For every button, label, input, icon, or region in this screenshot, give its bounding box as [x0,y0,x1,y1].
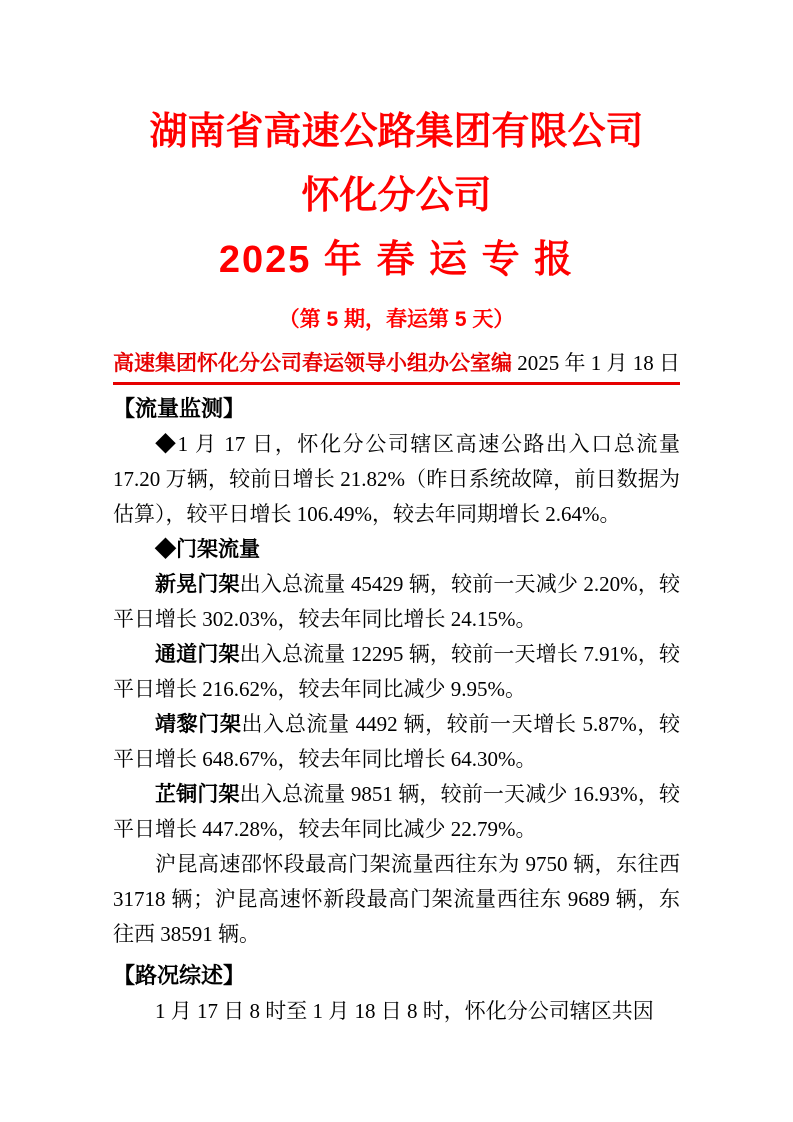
issue-subtitle: （第 5 期，春运第 5 天） [278,308,515,331]
para-traffic-intro: ◆1 月 17 日，怀化分公司辖区高速公路出入口总流量 17.20 万辆，较前日增长 21.82%（昨日系统故障，前日数据为估算），较平日增长 106.49%，较去年同期增长 2.64%。 [113,432,680,526]
gantry-text-zhitong: 出入总流量 9851 辆，较前一天减少 16.93%，较平日增长 447.28%，较去年同比减少 22.79%。 [113,782,680,841]
gantry-para-zhitong [113,777,680,847]
gantry-name-xinhuang: 新晃门架 [155,573,240,596]
para-road-conditions-intro: 1 月 17 日 8 时至 1 月 18 日 8 时，怀化分公司辖区共因 [155,999,654,1023]
doc-title-line2: 怀化分公司 [301,175,492,217]
para-peak-flow: 沪昆高速邵怀段最高门架流量西往东为 9750 辆，东往西 31718 辆；沪昆高速怀新段最高门架流量西往东 9689 辆，东往西 38591 辆。 [113,852,680,946]
section-heading-traffic-monitor: 【流量监测】 [113,396,246,421]
gantry-flow-subheading: ◆门架流量 [155,538,260,561]
gantry-text-jingli: 出入总流量 4492 辆，较前一天增长 5.87%，较平日增长 648.67%，较去年同比增长 64.30%。 [113,712,680,771]
editor-row [113,350,680,385]
gantry-name-tongdao: 通道门架 [155,643,240,666]
doc-title-line1: 湖南省高速公路集团有限公司 [149,111,644,153]
gantry-para-jingli [113,707,680,777]
gantry-text-tongdao: 出入总流量 12295 辆，较前一天增长 7.91%，较平日增长 216.62%，较去年同比减少 9.95%。 [113,642,680,701]
section-heading-road-conditions: 【路况综述】 [113,963,246,988]
gantry-name-zhitong: 芷铜门架 [155,783,240,806]
document-content [113,0,680,1029]
editor-credit: 高速集团怀化分公司春运领导小组办公室编 [113,352,512,375]
gantry-name-jingli: 靖黎门架 [155,713,242,736]
gantry-para-tongdao [113,637,680,707]
gantry-para-xinhuang [113,567,680,637]
doc-title-line3: 2025 年 春 运 专 报 [218,239,575,281]
issue-date: 2025 年 1 月 18 日 [517,351,680,375]
gantry-text-xinhuang: 出入总流量 45429 辆，较前一天减少 2.20%，较平日增长 302.03%，较去年同比增长 24.15%。 [113,572,680,631]
